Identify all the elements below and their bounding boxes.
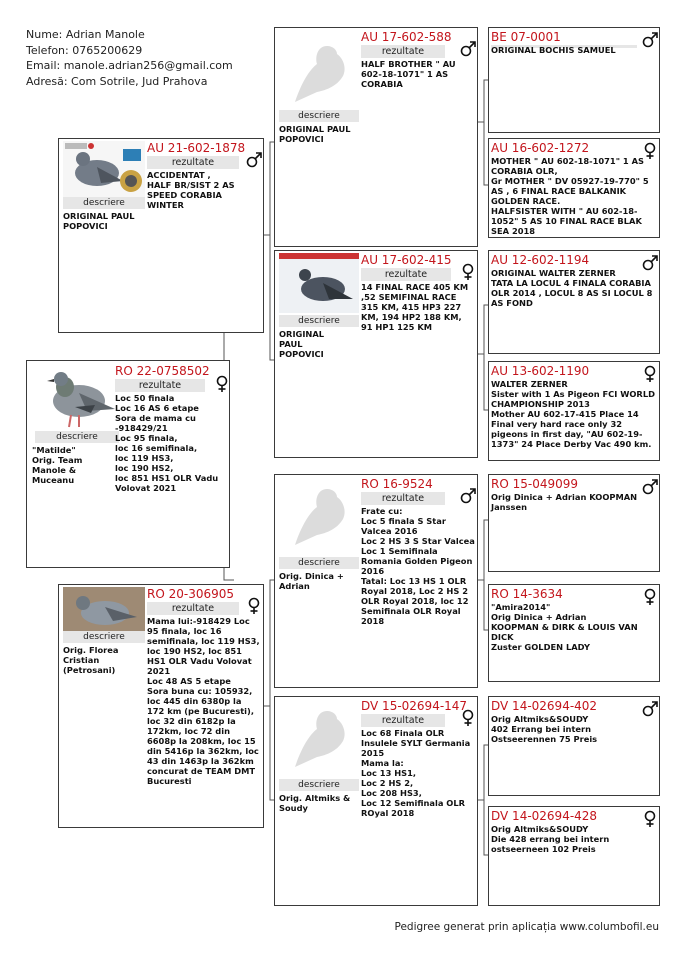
pigeon-results: "Amira2014" Orig Dinica + Adrian KOOPMAN & DIRK & LOUIS VAN DICK Zuster GOLDEN LADY xyxy=(491,602,638,652)
female-icon xyxy=(459,709,477,727)
description-label: descriere xyxy=(63,631,145,643)
owner-phone: Telefon: 0765200629 xyxy=(26,43,143,57)
ring-number: RO 16-9524 xyxy=(361,477,433,491)
description-label: descriere xyxy=(35,431,119,443)
pigeon-card-dsd[interactable] xyxy=(488,584,660,682)
pigeon-photo xyxy=(63,587,145,631)
pigeon-card-ss[interactable] xyxy=(274,27,478,247)
pigeon-results: Orig Dinica + Adrian KOOPMAN Janssen xyxy=(491,492,638,512)
pigeon-card-dd[interactable] xyxy=(274,696,478,906)
pigeon-card-sire[interactable] xyxy=(58,138,264,333)
pigeon-silhouette xyxy=(287,483,357,553)
pigeon-results: ORIGINAL BOCHIS SAMUEL xyxy=(491,45,616,55)
ring-number: RO 20-306905 xyxy=(147,587,235,601)
description-label: descriere xyxy=(63,197,145,209)
ring-number: RO 22-0758502 xyxy=(115,364,210,378)
owner-name: Nume: Adrian Manole xyxy=(26,28,145,41)
pigeon-card-sds[interactable] xyxy=(488,250,660,354)
male-icon xyxy=(459,487,477,505)
results-label: rezultate xyxy=(361,45,445,58)
description-label: descriere xyxy=(279,110,359,122)
pigeon-results: ACCIDENTAT , HALF BR/SIST 2 AS SPEED CORABIA WINTER xyxy=(147,170,235,210)
pigeon-results: 14 FINAL RACE 405 KM ,52 SEMIFINAL RACE 315 KM, 415 HP3 227 KM, 194 HP2 188 KM, 91 HP1 125 KM xyxy=(361,282,471,332)
ring-number: AU 21-602-1878 xyxy=(147,141,246,155)
footer-note: Pedigree generat prin aplicația www.columbofil.eu xyxy=(394,921,659,933)
ring-number: AU 17-602-588 xyxy=(361,30,452,44)
results-label: rezultate xyxy=(115,379,205,392)
pigeon-results: Mama lui:-918429 Loc 95 finala, loc 16 semifinala, loc 119 HS3, loc 190 HS2, loc 851 HS1 OLR Vadu Volovat 2021 Loc 48 AS 5 etape Sora buna cu: 105932, loc 445 din 6380p la 172 km (pe Bucuresti), loc 32 din 6182p la 172km, loc 72 din 6608p la 208km, loc 15 din 5416p la 362km, loc 43 din 1463p la 362km concurat de TEAM DMT Bucuresti xyxy=(147,616,260,786)
ring-number: DV 15-02694-147 xyxy=(361,699,468,713)
pigeon-results: MOTHER " AU 602-18-1071" 1 AS CORABIA OLR, Gr MOTHER " DV 05927-19-770" 5 AS , 6 FINAL RACE BALKANIK GOLDEN RACE. HALFSISTER WITH " AU 602-18-1052" 5 AS 10 FINAL RACE BLAK SEA 2018 xyxy=(491,156,649,236)
ring-number: RO 14-3634 xyxy=(491,587,563,601)
pigeon-photo xyxy=(63,141,145,199)
female-icon xyxy=(459,263,477,281)
pigeon-card-sdd[interactable] xyxy=(488,361,660,461)
female-icon xyxy=(213,375,230,393)
ring-number: DV 14-02694-428 xyxy=(491,809,598,823)
pigeon-origin: ORIGINAL PAUL POPOVICI xyxy=(63,211,135,231)
pigeon-results: Loc 68 Finala OLR Insulele SYLT Germania 2015 Mama la: Loc 13 HS1, Loc 2 HS 2, Loc 208 HS3, Loc 12 Semifinala OLR ROyal 2018 xyxy=(361,728,471,818)
pigeon-results: Orig Altmiks&SOUDY 402 Errang bei intern Ostseerennen 75 Preis xyxy=(491,714,598,744)
pigeon-silhouette xyxy=(287,705,357,775)
pigeon-origin: Orig. Dinica + Adrian xyxy=(279,571,344,591)
pigeon-origin: "Matilde" Orig. Team Manole & Muceanu xyxy=(32,445,83,485)
male-icon xyxy=(245,151,263,169)
ring-number: DV 14-02694-402 xyxy=(491,699,598,713)
results-label: rezultate xyxy=(361,714,445,727)
ring-number: AU 12-602-1194 xyxy=(491,253,590,267)
female-icon xyxy=(245,597,263,615)
pigeon-origin: Orig. Altmiks & Soudy xyxy=(279,793,351,813)
results-label: rezultate xyxy=(361,268,451,281)
ring-number: BE 07-0001 xyxy=(491,30,561,44)
pigeon-results: WALTER ZERNER Sister with 1 As Pigeon FCI WORLD CHAMPIONSHIP 2013 Mother AU 602-17-415 Place 14 Final very hard race only 32 pigeons in first day, "AU 602-19-1373" 24 Place Derby Vac 490 km. xyxy=(491,379,655,449)
results-label: rezultate xyxy=(361,492,445,505)
description-label: descriere xyxy=(279,315,359,327)
pigeon-results: Orig Altmiks&SOUDY Die 428 errang bei intern ostseerneen 102 Preis xyxy=(491,824,610,854)
pigeon-card-sd[interactable] xyxy=(274,250,478,458)
pigeon-silhouette xyxy=(287,40,357,110)
ring-number: RO 15-049099 xyxy=(491,477,579,491)
pigeon-results: Frate cu: Loc 5 finala S Star Valcea 2016 Loc 2 HS 3 S Star Valcea Loc 1 Semifinala Romania Golden Pigeon 2016 Tatal: Loc 13 HS 1 OLR Royal 2018, Loc 2 HS 2 OLR Royal 2018, loc 12 Semifinala OLR Royal 2018 xyxy=(361,506,475,626)
pigeon-origin: ORIGINAL PAUL POPOVICI xyxy=(279,329,325,359)
ring-number: AU 13-602-1190 xyxy=(491,364,590,378)
pigeon-card-ddd[interactable] xyxy=(488,806,660,906)
results-label: rezultate xyxy=(147,602,239,615)
owner-email: Email: manole.adrian256@gmail.com xyxy=(26,59,233,72)
pigeon-card-sss[interactable] xyxy=(488,27,660,133)
pigeon-card-dss[interactable] xyxy=(488,474,660,572)
ring-number: AU 16-602-1272 xyxy=(491,141,590,155)
pigeon-card-dds[interactable] xyxy=(488,696,660,796)
pigeon-card-dam[interactable] xyxy=(58,584,264,828)
description-label: descriere xyxy=(279,557,359,569)
pigeon-origin: Orig. Florea Cristian (Petrosani) xyxy=(63,645,119,675)
results-label: rezultate xyxy=(147,156,239,169)
pigeon-card-subject[interactable] xyxy=(26,360,230,568)
description-label: descriere xyxy=(279,779,359,791)
pigeon-photo xyxy=(35,365,119,431)
male-icon xyxy=(459,40,477,58)
pigeon-origin: ORIGINAL PAUL POPOVICI xyxy=(279,124,351,144)
pigeon-results: HALF BROTHER " AU 602-18-1071" 1 AS CORABIA xyxy=(361,59,459,89)
pigeon-results: Loc 50 finala Loc 16 AS 6 etape Sora de mama cu -918429/21 Loc 95 finala, loc 16 semifinala, loc 119 HS3, loc 190 HS2, loc 851 HS1 OLR Vadu Volovat 2021 xyxy=(115,393,219,493)
owner-address: Adresă: Com Sotrile, Jud Prahova xyxy=(26,74,208,88)
pigeon-card-ds[interactable] xyxy=(274,474,478,688)
pigeon-card-ssd[interactable] xyxy=(488,138,660,238)
pigeon-results: ORIGINAL WALTER ZERNER TATA LA LOCUL 4 FINALA CORABIA OLR 2014 , LOCUL 8 AS SI LOCUL 8 AS FOND xyxy=(491,268,653,308)
ring-number: AU 17-602-415 xyxy=(361,253,452,267)
pigeon-photo xyxy=(279,253,359,313)
